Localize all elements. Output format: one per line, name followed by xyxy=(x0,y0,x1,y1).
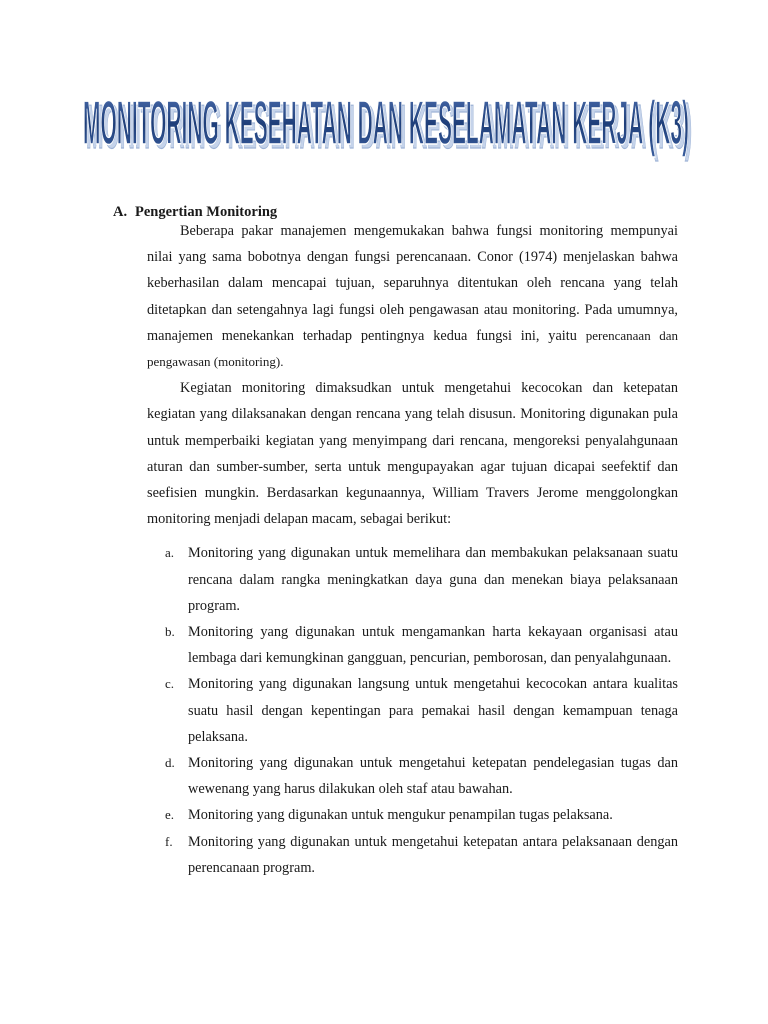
list-item xyxy=(147,802,678,828)
list-item-text: Monitoring yang digunakan untuk memelihara dan membakukan pelaksanaan suatu rencana dalam rangka meningkatkan daya guna dan menekan biaya pelaksanaan program. xyxy=(188,545,678,614)
section-heading-text: Pengertian Monitoring xyxy=(135,204,278,220)
list-marker: c. xyxy=(165,676,175,692)
list-item-text: Monitoring yang digunakan untuk mengukur penampilan tugas pelaksana. xyxy=(188,807,613,824)
list-item-text: Monitoring yang digunakan langsung untuk mengetahui kecocokan antara kualitas suatu hasil dengan kepentingan para pemakai hasil dengan kemampuan tenaga pelaksana. xyxy=(188,676,678,745)
list-item xyxy=(147,829,678,881)
document-body xyxy=(147,218,678,881)
list-item-text: Monitoring yang digunakan untuk mengetahui ketepatan pendelegasian tugas dan wewenang yang harus dilakukan oleh staf atau bawahan. xyxy=(188,755,678,798)
title-text: MONITORING KESEHATAN DAN KESELAMATAN KERJA (K3) xyxy=(83,89,689,158)
list-item-text: Monitoring yang digunakan untuk mengetahui ketepatan antara pelaksanaan dengan perencanaan program. xyxy=(188,833,678,876)
paragraph xyxy=(147,375,678,532)
list-marker: d. xyxy=(165,755,175,771)
section-letter: A. xyxy=(113,204,128,220)
wordart-title-graphic xyxy=(80,82,695,160)
paragraph-text: Kegiatan monitoring dimaksudkan untuk mengetahui kecocokan dan ketepatan kegiatan yang dilaksanakan dengan rencana yang telah disusun. Monitoring digunakan pula untuk memperbaiki kegiatan yang menyimpang dari rencana, mengoreksi penyalahgunaan aturan dan sumber-sumber, serta untuk mengupayakan agar tujuan dicapai seefektif dan seefisien mungkin. Berdasarkan kegunaannya, William Travers Jerome menggolongkan monitoring menjadi delapan macam, sebagai berikut: xyxy=(147,380,678,528)
list-item-text: Monitoring yang digunakan untuk mengamankan harta kekayaan organisasi atau lembaga dari kemungkinan gangguan, pencurian, pemborosan, dan penyalahgunaan. xyxy=(188,624,678,667)
list-item xyxy=(147,619,678,671)
paragraph xyxy=(147,218,678,375)
list-marker: a. xyxy=(165,545,175,561)
list-item xyxy=(147,540,678,619)
paragraph-text: Beberapa pakar manajemen mengemukakan bahwa fungsi monitoring mempunyai nilai yang sama bobotnya dengan fungsi perencanaan. Conor (1974) menjelaskan bahwa keberhasilan dalam mencapai tujuan, separuhnya ditentukan oleh rencana yang telah ditetapkan dan setengahnya lagi fungsi oleh pengawasan atau monitoring. Pada umumnya, manajemen menekankan terhadap pentingnya kedua fungsi ini, yaitu xyxy=(147,223,678,344)
list-marker: f. xyxy=(165,833,173,849)
list-item xyxy=(147,750,678,802)
wordart-title xyxy=(80,82,695,160)
list-marker: e. xyxy=(165,807,175,823)
monitoring-types-list xyxy=(147,540,678,881)
list-item xyxy=(147,671,678,750)
paragraph-tail: perencanaan dan pengawasan (monitoring). xyxy=(147,327,678,370)
list-marker: b. xyxy=(165,624,175,640)
title-shadow-text: MONITORING KESEHATAN DAN KESELAMATAN KERJA (K3) xyxy=(86,93,692,162)
